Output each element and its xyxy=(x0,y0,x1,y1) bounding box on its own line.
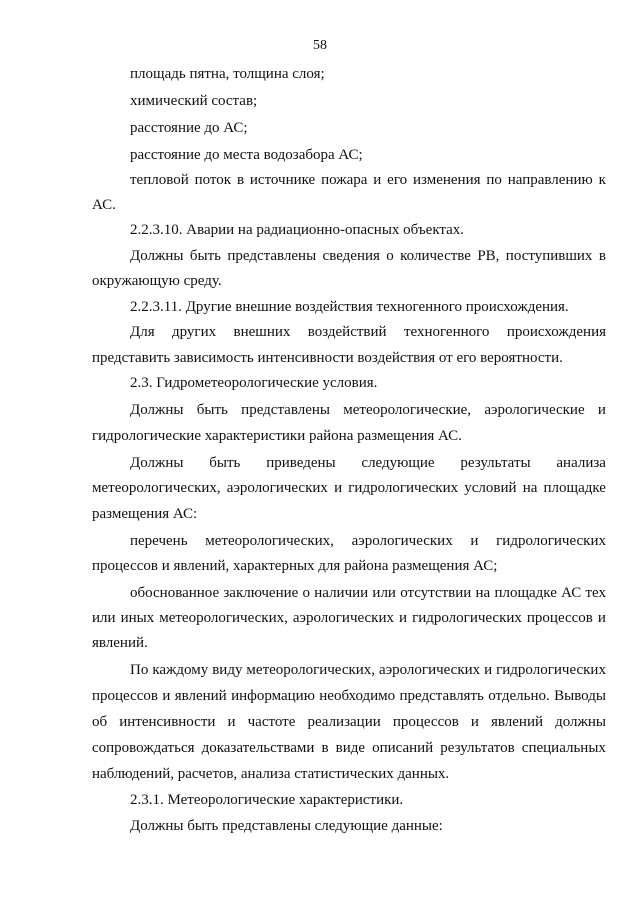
text-line-justified: тепловой поток в источнике пожара и его изменения по направлению к xyxy=(130,172,606,188)
text-line: процессов и явлений, характерных для района размещения АС; xyxy=(92,558,498,574)
text-line: расстояние до АС; xyxy=(130,120,248,136)
text-line-justified: Должны быть представлены метеорологические, аэрологические и xyxy=(130,402,606,418)
text-line: представить зависимость интенсивности воздействия от его вероятности. xyxy=(92,350,563,366)
text-line-justified: или иных метеорологических, аэрологических и гидрологических процессов и xyxy=(92,610,606,626)
text-line: площадь пятна, толщина слоя; xyxy=(130,66,325,82)
text-line: окружающую среду. xyxy=(92,273,222,289)
section-heading: 2.3. Гидрометеорологические условия. xyxy=(130,375,378,391)
text-line: АС. xyxy=(92,197,116,213)
text-line-justified: обоснованное заключение о наличии или отсутствии на площадке АС тех xyxy=(130,585,606,601)
text-line-justified: сопровождаться доказательствами в виде описаний результатов специальных xyxy=(92,740,606,756)
text-line-justified: перечень метеорологических, аэрологических и гидрологических xyxy=(130,533,606,549)
text-line: наблюдений, расчетов, анализа статистических данных. xyxy=(92,766,450,782)
text-line: Должны быть представлены следующие данные: xyxy=(130,818,443,834)
text-line-justified: Должны быть приведены следующие результаты анализа xyxy=(130,455,606,471)
text-line-justified: процессов и явлений информацию необходимо представлять отдельно. Выводы xyxy=(92,688,606,704)
section-heading: 2.2.3.10. Аварии на радиационно-опасных объектах. xyxy=(130,222,465,238)
text-line-justified: об интенсивности и частоте реализации процессов и явлений должны xyxy=(92,714,606,730)
text-line-justified: метеорологических, аэрологических и гидрологических условий на площадке xyxy=(92,480,606,496)
text-line-justified: По каждому виду метеорологических, аэрологических и гидрологических xyxy=(130,662,606,678)
text-line: химический состав; xyxy=(130,93,258,109)
text-line: явлений. xyxy=(92,635,148,651)
text-line: гидрологические характеристики района размещения АС. xyxy=(92,428,462,444)
section-heading: 2.3.1. Метеорологические характеристики. xyxy=(130,792,404,808)
text-line-justified: Для других внешних воздействий техногенного происхождения xyxy=(130,324,606,340)
text-line: расстояние до места водозабора АС; xyxy=(130,147,363,163)
text-line: размещения АС: xyxy=(92,506,198,522)
page-number: 58 xyxy=(313,38,327,53)
text-line-justified: Должны быть представлены сведения о количестве РВ, поступивших в xyxy=(130,248,606,264)
section-heading: 2.2.3.11. Другие внешние воздействия техногенного происхождения. xyxy=(130,299,569,315)
